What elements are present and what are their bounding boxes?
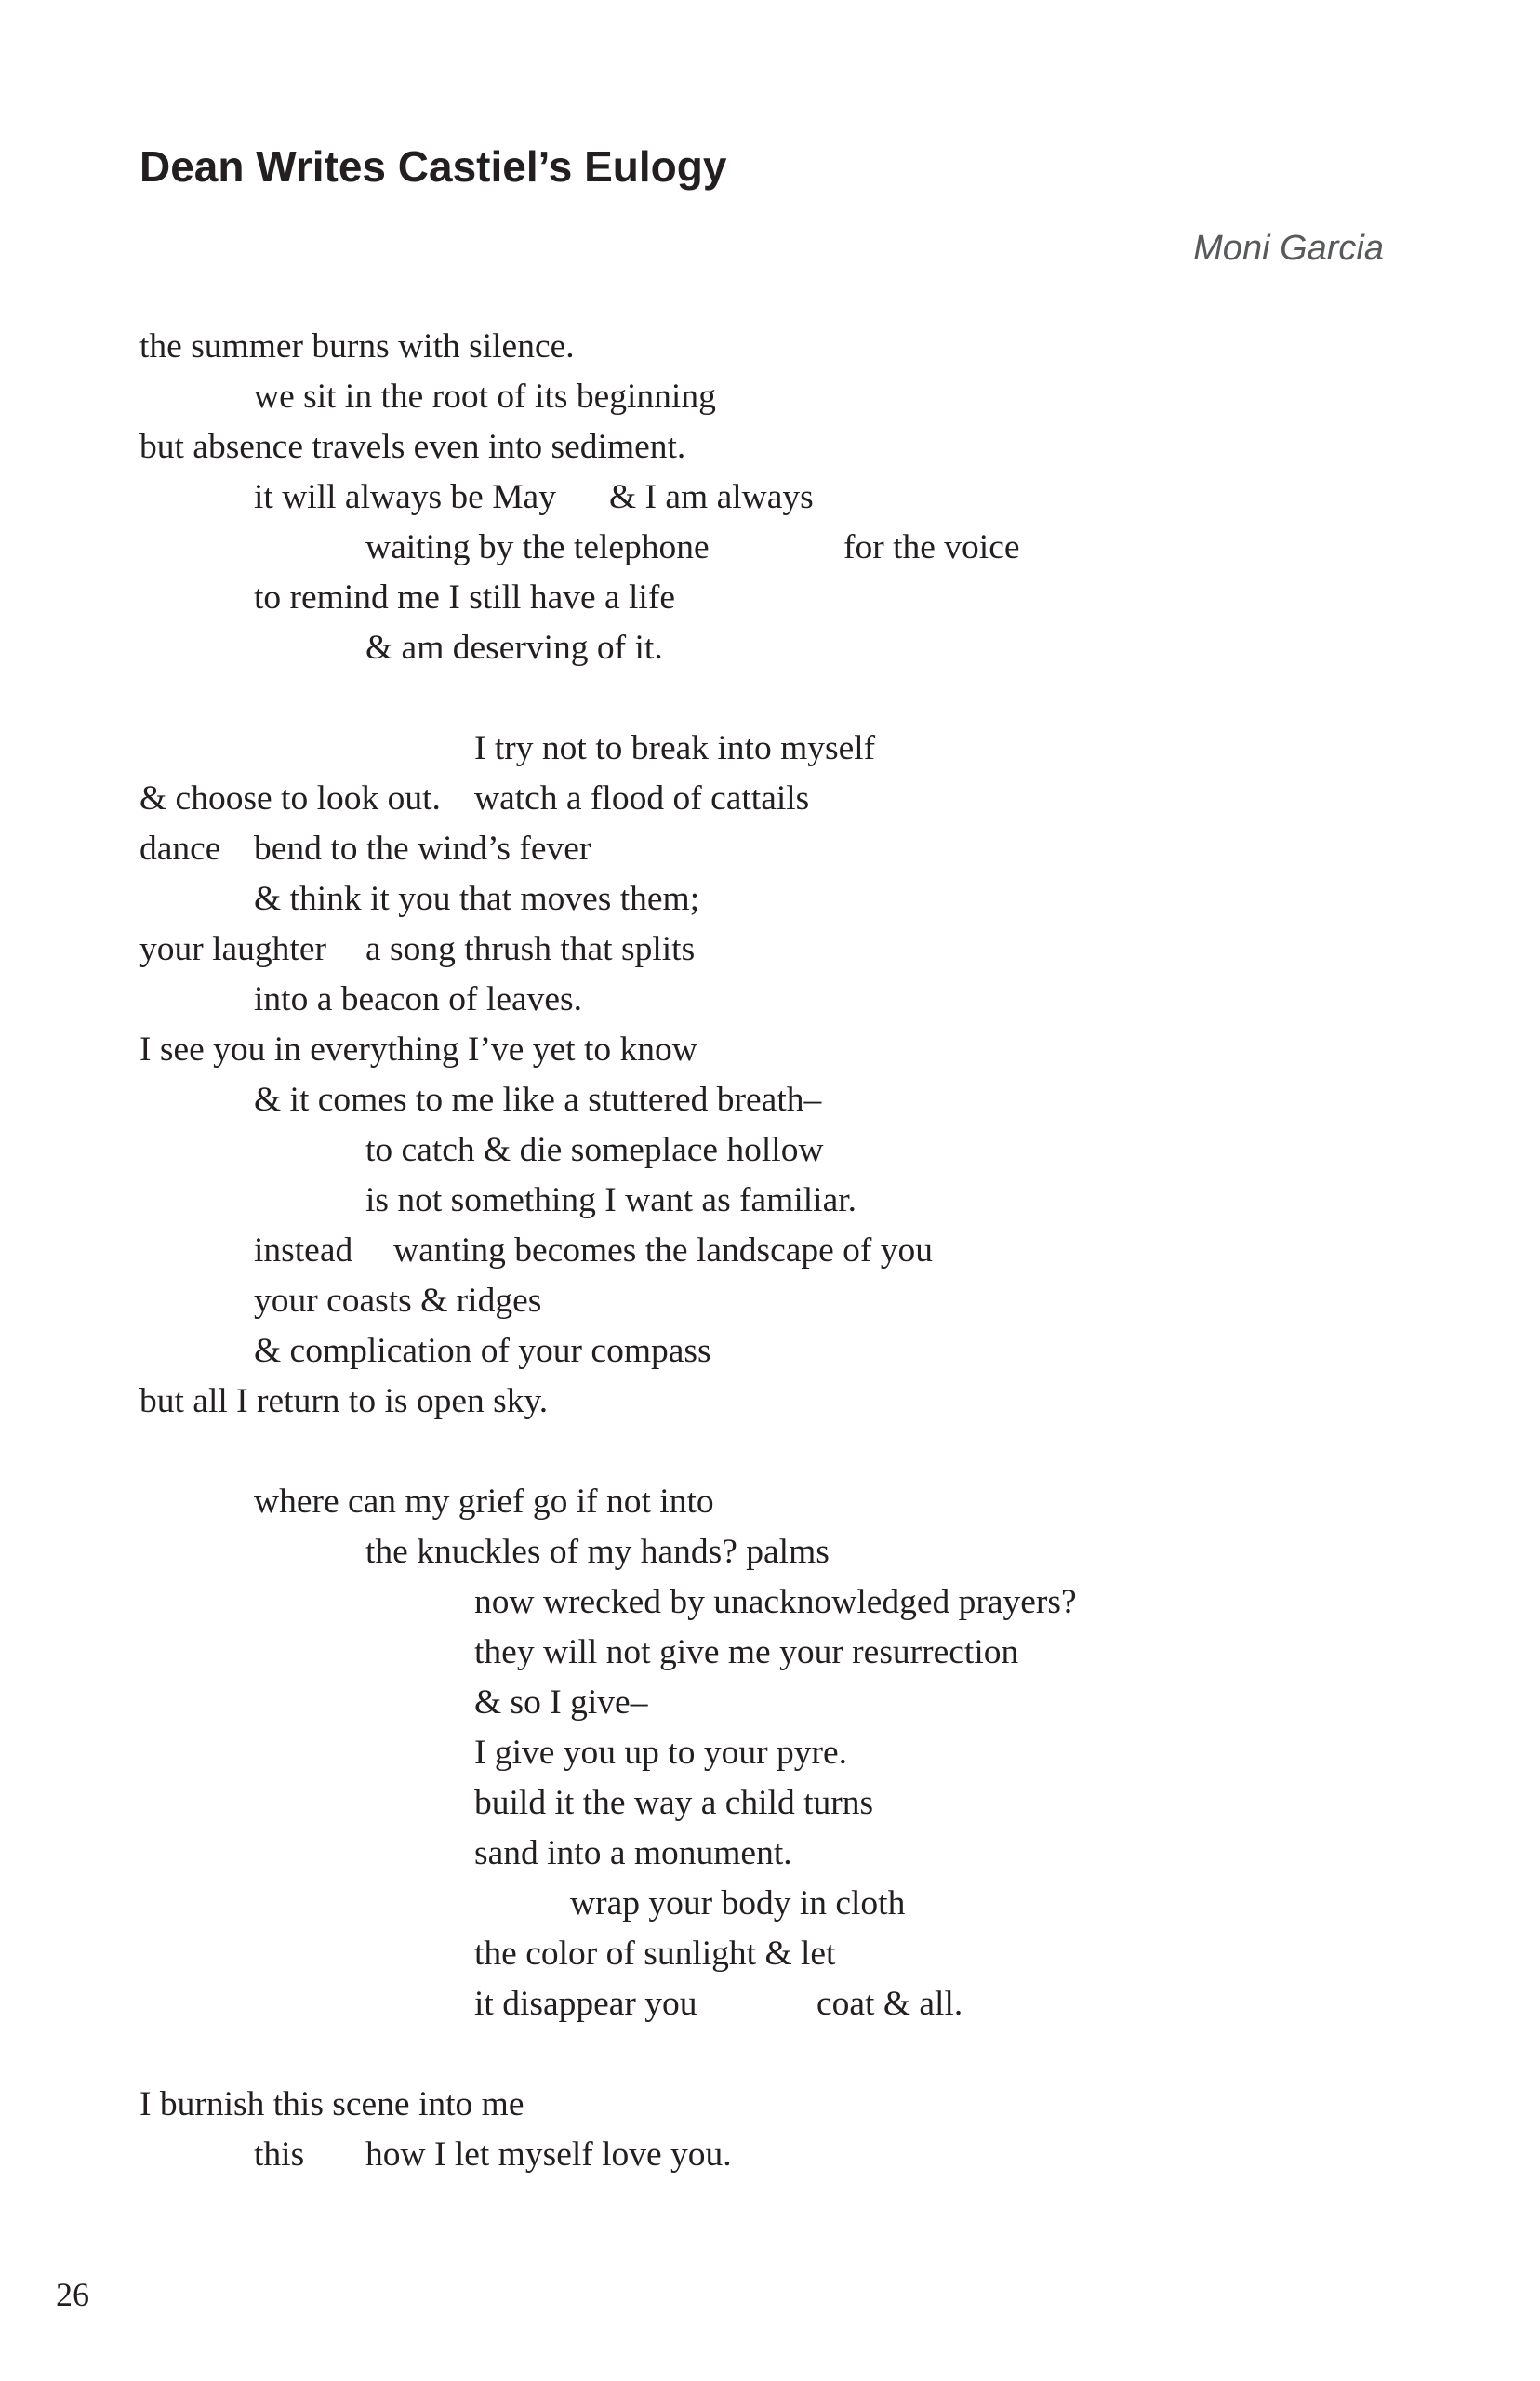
poem-line: I try not to break into myself <box>474 729 876 767</box>
poem-line: & complication of your compass <box>254 1332 711 1370</box>
poem-line: the knuckles of my hands? palms <box>365 1533 830 1571</box>
poem-line: & choose to look out. <box>139 779 441 818</box>
poem-line: & think it you that moves them; <box>254 880 700 918</box>
poem-line: waiting by the telephone <box>365 528 710 566</box>
poem-line: the color of sunlight & let <box>474 1935 836 1973</box>
poem-line-fragment: how I let myself love you. <box>365 2135 732 2174</box>
poem-line: wrap your body in cloth <box>570 1884 906 1922</box>
poem-line: & am deserving of it. <box>365 629 663 667</box>
page-number: 26 <box>56 2276 89 2313</box>
poem-line: where can my grief go if not into <box>254 1483 714 1521</box>
poem-line: I see you in everything I’ve yet to know <box>139 1031 697 1069</box>
poem-line: we sit in the root of its beginning <box>254 378 716 416</box>
poem-line: & so I give– <box>474 1683 648 1722</box>
poem-line-fragment: & I am always <box>609 478 814 516</box>
poem-line: sand into a monument. <box>474 1834 792 1872</box>
poem-line: I burnish this scene into me <box>139 2085 524 2123</box>
poem-author: Moni Garcia <box>1193 229 1384 268</box>
poem-line: instead <box>254 1231 353 1270</box>
poem-line: your laughter <box>139 930 326 968</box>
poem-line-fragment: for the voice <box>843 528 1020 566</box>
poem-line: dance <box>139 830 221 868</box>
poem-line: this <box>254 2135 305 2174</box>
poem-line: I give you up to your pyre. <box>474 1734 847 1772</box>
poem-line-fragment: a song thrush that splits <box>365 930 696 968</box>
poem-line: but absence travels even into sediment. <box>139 428 686 466</box>
poem-line-fragment: bend to the wind’s fever <box>254 830 591 868</box>
poem-line: it disappear you <box>474 1985 697 2023</box>
poem-line: & it comes to me like a stuttered breath– <box>254 1081 822 1119</box>
poem-line: now wrecked by unacknowledged prayers? <box>474 1583 1077 1621</box>
poem-line: build it the way a child turns <box>474 1784 874 1822</box>
poem-line-fragment: watch a flood of cattails <box>474 779 810 818</box>
poem-title: Dean Writes Castiel’s Eulogy <box>139 142 727 191</box>
poem-line: to catch & die someplace hollow <box>365 1131 824 1169</box>
poem-line: is not something I want as familiar. <box>365 1181 857 1219</box>
poem-line: into a beacon of leaves. <box>254 980 582 1018</box>
poem-line-fragment: wanting becomes the landscape of you <box>393 1231 934 1270</box>
poem-line: to remind me I still have a life <box>254 579 675 617</box>
poem-line: your coasts & ridges <box>254 1282 542 1320</box>
poem-line: but all I return to is open sky. <box>139 1382 549 1420</box>
poem-line: they will not give me your resurrection <box>474 1633 1019 1671</box>
poem-line-fragment: coat & all. <box>816 1985 963 2023</box>
poem-line: the summer burns with silence. <box>139 327 575 366</box>
poem-line: it will always be May <box>254 478 556 516</box>
